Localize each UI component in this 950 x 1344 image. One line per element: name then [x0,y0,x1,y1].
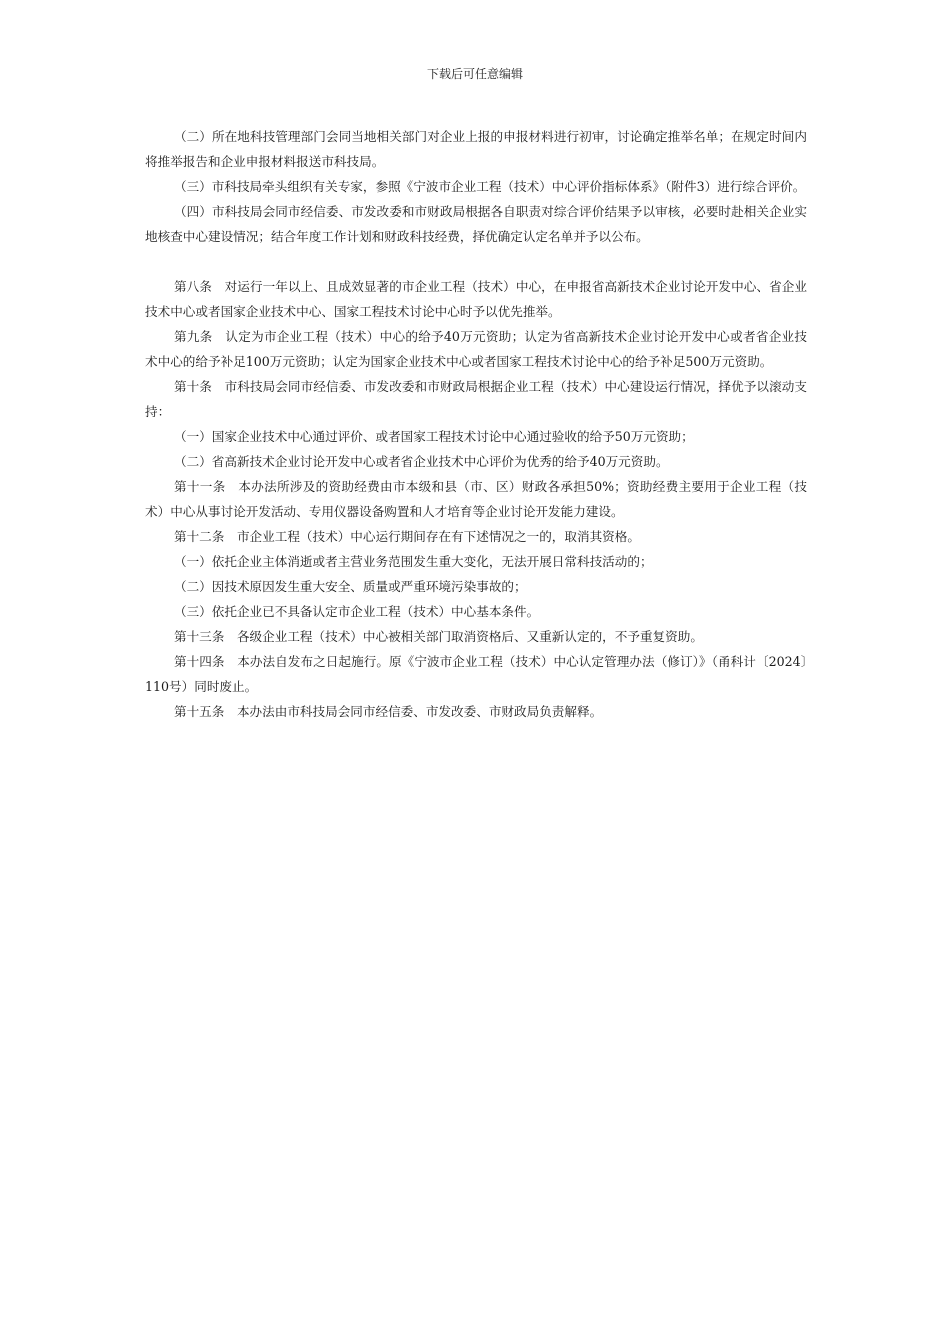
paragraph-item-2-review: （二）所在地科技管理部门会同当地相关部门对企业上报的申报材料进行初审，讨论确定推举名单；在规定时间内将推举报告和企业申报材料报送市科技局。 [145,129,807,169]
paragraph-article-13: 第十三条 各级企业工程（技术）中心被相关部门取消资格后、又重新认定的，不予重复资助。 [173,629,703,644]
paragraph-article-10-item-1: （一）国家企业技术中心通过评价、或者国家工程技术讨论中心通过验收的给予50万元资助； [173,429,694,444]
paragraph-item-4-approval: （四）市科技局会同市经信委、市发改委和市财政局根据各自职责对综合评价结果予以审核，必要时赴相关企业实地核查中心建设情况；结合年度工作计划和财政科技经费，择优确定认定名单并予以公布。 [145,204,807,244]
paragraph-article-15: 第十五条 本办法由市科技局会同市经信委、市发改委、市财政局负责解释。 [173,704,603,719]
document-body [145,124,807,724]
paragraph-article-12-item-3: （三）依托企业已不具备认定市企业工程（技术）中心基本条件。 [173,604,540,619]
paragraph-article-9: 第九条 认定为市企业工程（技术）中心的给予40万元资助；认定为省高新技术企业讨论开发中心或者省企业技术中心的给予补足100万元资助；认定为国家企业技术中心或者国家工程技术讨论中心的给予补足500万元资助。 [145,329,807,369]
paragraph-article-8: 第八条 对运行一年以上、且成效显著的市企业工程（技术）中心，在申报省高新技术企业讨论开发中心、省企业技术中心或者国家企业技术中心、国家工程技术讨论中心时予以优先推举。 [145,279,807,319]
paragraph-article-14: 第十四条 本办法自发布之日起施行。原《宁波市企业工程（技术）中心认定管理办法（修订）》（甬科计〔2024〕110号）同时废止。 [145,654,807,694]
paragraph-item-3-evaluation: （三）市科技局牵头组织有关专家，参照《宁波市企业工程（技术）中心评价指标体系》（附件3）进行综合评价。 [173,179,806,194]
paragraph-article-10: 第十条 市科技局会同市经信委、市发改委和市财政局根据企业工程（技术）中心建设运行情况，择优予以滚动支持： [145,379,807,419]
page-header: 下载后可任意编辑 [426,67,523,81]
paragraph-article-12-item-1: （一）依托企业主体消逝或者主营业务范围发生重大变化，无法开展日常科技活动的； [173,554,653,569]
paragraph-article-12-item-2: （二）因技术原因发生重大安全、质量或严重环境污染事故的； [173,579,527,594]
paragraph-article-11: 第十一条 本办法所涉及的资助经费由市本级和县（市、区）财政各承担50%；资助经费主要用于企业工程（技术）中心从事讨论开发活动、专用仪器设备购置和人才培育等企业讨论开发能力建设。 [145,479,807,519]
paragraph-article-10-item-2: （二）省高新技术企业讨论开发中心或者省企业技术中心评价为优秀的给予40万元资助。 [173,454,669,469]
paragraph-article-12: 第十二条 市企业工程（技术）中心运行期间存在有下述情况之一的，取消其资格。 [173,529,640,544]
